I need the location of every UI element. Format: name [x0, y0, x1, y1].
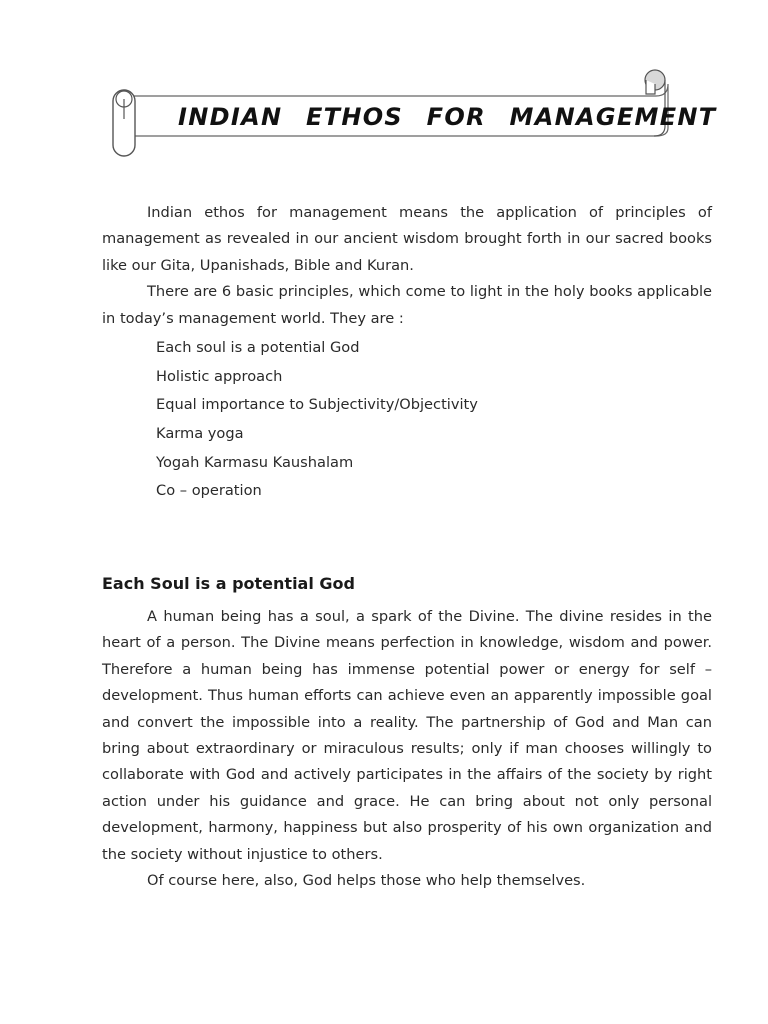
- intro-paragraph: There are 6 basic principles, which come to light in the holy books applicable in today’s management world. They are :: [102, 283, 712, 327]
- section-paragraph: A human being has a soul, a spark of the Divine. The divine resides in the heart of a person. The Divine means perfection in knowledge, wisdom and power. Therefore a human being has immense potential power or energy for self – development. Thus human efforts can achieve even an apparently impossible goal and convert the impossible into a reality. The partnership of God and Man can bring about extraordinary or miraculous results; only if man chooses willingly to collaborate with God and actively participates in the affairs of the society by right action under his guidance and grace. He can bring about not only personal development, harmony, happiness but also prosperity of his own organization and the society without injustice to others.: [102, 608, 712, 863]
- section-paragraph: Of course here, also, God helps those who help themselves.: [147, 872, 586, 890]
- list-item: Yogah Karmasu Kaushalam: [156, 453, 354, 471]
- list-item: Karma yoga: [156, 425, 244, 443]
- title-scroll-banner: [108, 66, 717, 162]
- section-body: [102, 604, 712, 894]
- list-item: Holistic approach: [156, 367, 283, 385]
- list-item: Co – operation: [156, 482, 262, 500]
- principles-list: [156, 334, 478, 506]
- list-item: Each soul is a potential God: [156, 339, 360, 356]
- intro-section: [102, 200, 712, 332]
- list-item: Equal importance to Subjectivity/Objectivity: [156, 396, 478, 414]
- section-heading: Each Soul is a potential God: [102, 574, 355, 593]
- page-title: INDIAN ETHOS FOR MANAGEMENT: [178, 103, 717, 131]
- intro-paragraph: Indian ethos for management means the application of principles of management as revealed in our ancient wisdom brought forth in our sacred books like our Gita, Upanishads, Bible and Kuran.: [102, 204, 712, 274]
